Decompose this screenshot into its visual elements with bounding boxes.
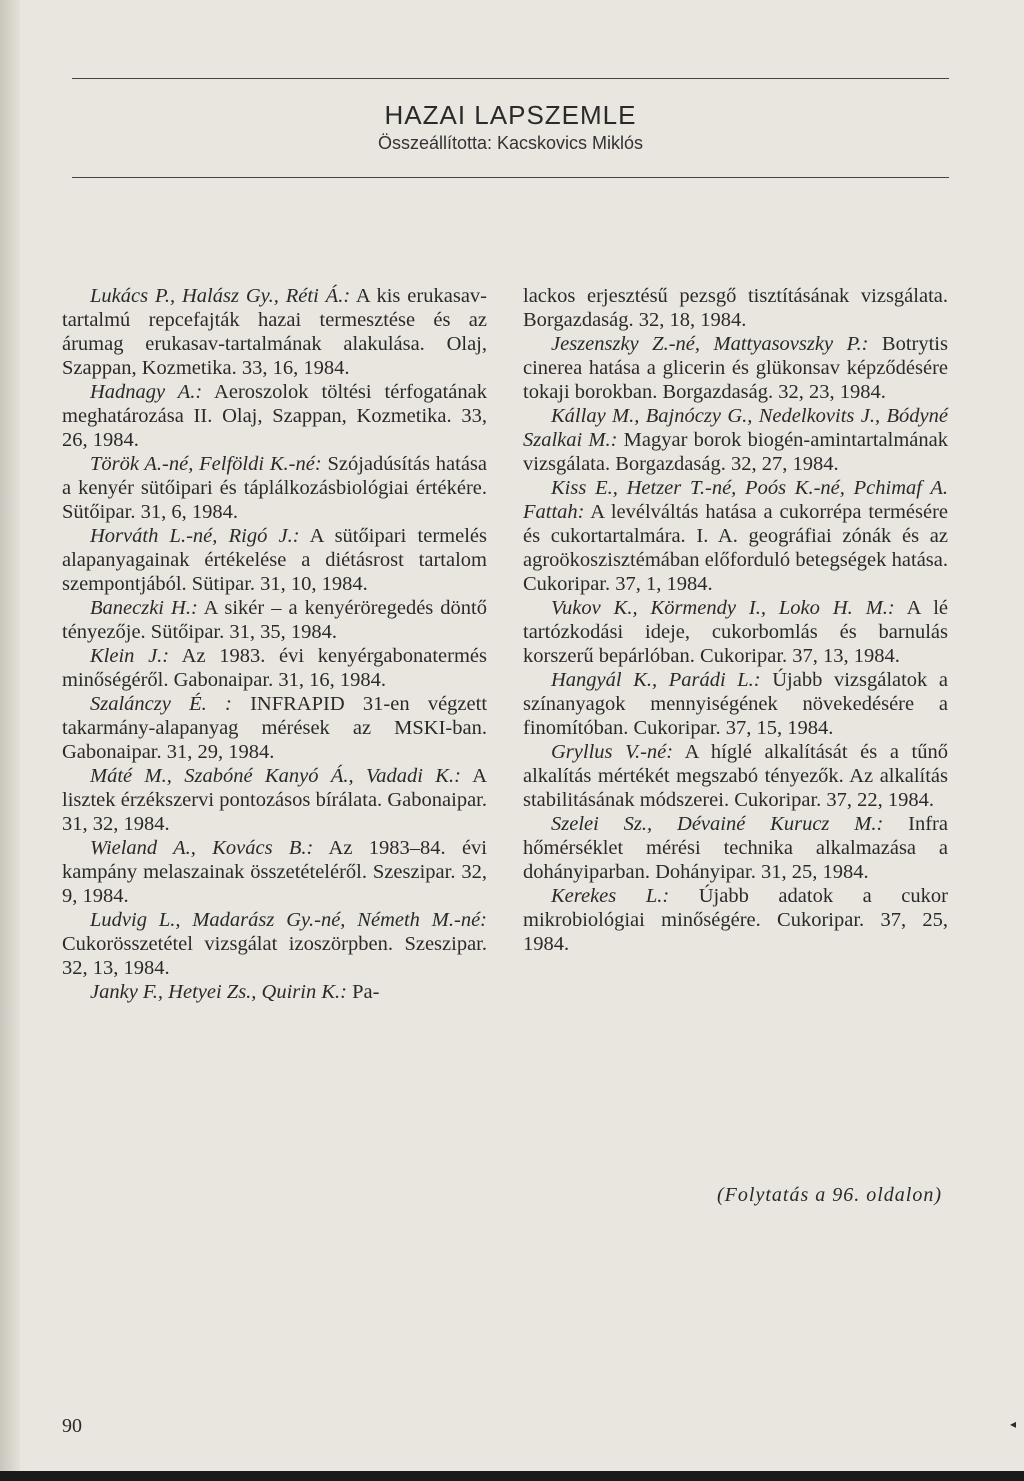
entry-authors: Gryllus V.-né: <box>551 741 674 763</box>
entry-text: A lisztek érzékszervi pontozásos bírálata. Gabonaipar. 31, 32, 1984. <box>62 765 487 835</box>
entry-text: A sikér – a kenyéröregedés döntő tényezője. Sütőipar. 31, 35, 1984. <box>62 597 488 643</box>
entry-authors: Jeszenszky Z.-né, Mattyasovszky P.: <box>551 333 869 355</box>
bibliography-entry <box>523 596 948 668</box>
entry-authors: Janky F., Hetyei Zs., Quirin K.: <box>90 981 347 1003</box>
entry-authors: Kiss E., Hetzer T.-né, Poós K.-né, Pchimaf A. Fattah: <box>523 477 948 523</box>
entry-authors: Klein J.: <box>90 645 170 667</box>
bibliography-entry <box>523 476 948 596</box>
entry-text: Pa- <box>346 981 380 1003</box>
bibliography-entry <box>523 740 948 812</box>
bibliography-entry <box>62 596 487 644</box>
entry-authors: Wieland A., Kovács B.: <box>90 837 314 859</box>
entry-text: Az 1983. évi kenyérgabonatermés minőségéről. Gabonaipar. 31, 16, 1984. <box>62 645 488 691</box>
entry-text: Cukorösszetétel vizsgálat izoszörpben. Szeszipar. 32, 13, 1984. <box>62 933 487 979</box>
entry-authors: Török A.-né, Felföldi K.-né: <box>90 453 322 475</box>
entry-authors: Kerekes L.: <box>551 885 670 907</box>
entry-text: Szójadúsítás hatása a kenyér sütőipari és táplálkozásbiológiai értékére. Sütőipar. 31, 6, 1984. <box>62 453 487 523</box>
corner-mark-icon: ◂ <box>1010 1417 1017 1431</box>
page-number: 90 <box>62 1415 82 1437</box>
entry-text: Aeroszolok töltési térfogatának meghatározása II. Olaj, Szappan, Kozmetika. 33, 26, 1984. <box>62 381 487 451</box>
section-compiler: Összeállította: Kacskovics Miklós <box>377 133 644 153</box>
entry-text: Magyar borok biogén-amintartalmának vizsgálata. Borgazdaság. 32, 27, 1984. <box>523 429 948 475</box>
bibliography-entry <box>62 836 487 908</box>
section-header <box>72 100 949 156</box>
entry-authors: Lukács P., Halász Gy., Réti Á.: <box>90 285 351 307</box>
section-title: HAZAI LAPSZEMLE <box>384 100 637 130</box>
entry-text: Infra hőmérséklet mérési technika alkalmazása a dohányiparban. Dohányipar. 31, 25, 1984. <box>523 813 948 883</box>
entry-authors: Hadnagy A.: <box>90 381 203 403</box>
entry-text: A híglé alkalítását és a tűnő alkalítás mértékét megszabó tényezők. Az alkalítás stabilitásának módszerei. Cukoripar. 37, 22, 1984. <box>523 741 948 811</box>
bibliography-entry <box>62 644 487 692</box>
bibliography-entry <box>62 524 487 596</box>
entry-text: A sütőipari termelés alapanyagainak értékelése a diétásrost tartalom szempontjából. Sütipar. 31, 10, 1984. <box>62 525 487 595</box>
bibliography-entry <box>62 764 487 836</box>
bibliography-entry <box>62 980 487 1004</box>
entry-authors: Ludvig L., Madarász Gy.-né, Németh M.-né: <box>90 909 487 931</box>
bibliography-entry <box>523 404 948 476</box>
book-spine-shadow <box>0 0 20 1481</box>
entry-continuation: lackos erjesztésű pezsgő tisztításának vizsgálata. Borgazdaság. 32, 18, 1984. <box>523 285 948 331</box>
bibliography-entry <box>523 668 948 740</box>
entry-text: Újabb vizsgálatok a színanyagok mennyiségének növekedésére a finomítóban. Cukoripar. 37, 15, 1984. <box>523 669 949 739</box>
entry-text: INFRAPID 31-en végzett takarmány-alapanyag mérések az MSKI-ban. Gabonaipar. 31, 29, 1984. <box>62 693 488 763</box>
entry-authors: Horváth L.-né, Rigó J.: <box>90 525 300 547</box>
entry-authors: Szalánczy É. : <box>90 693 232 715</box>
entry-text: A lé tartózkodási ideje, cukorbomlás és barnulás korszerű bepárlóban. Cukoripar. 37, 13, 1984. <box>523 597 949 667</box>
bibliography-entry <box>62 452 487 524</box>
bibliography-entry <box>523 812 948 884</box>
right-column <box>523 284 948 956</box>
bibliography-entry <box>62 284 487 380</box>
entry-text: A kis erukasav-tartalmú repcefajták hazai termesztése és az árumag erukasav-tartalmának alakulása. Olaj, Szappan, Kozmetika. 33, 16, 1984. <box>62 285 487 379</box>
entry-text: Botrytis cinerea hatása a glicerin és glükonsav képződésére tokaji borokban. Borgazdaság. 32, 23, 1984. <box>523 333 948 403</box>
entry-authors: Szelei Sz., Dévainé Kurucz M.: <box>551 813 884 835</box>
entry-authors: Máté M., Szabóné Kanyó Á., Vadadi K.: <box>90 765 461 787</box>
entry-authors: Kállay M., Bajnóczy G., Nedelkovits J., Bódyné Szalkai M.: <box>523 405 948 451</box>
entry-authors: Vukov K., Körmendy I., Loko H. M.: <box>551 597 895 619</box>
entry-text: Újabb adatok a cukor mikrobiológiai minőségére. Cukoripar. 37, 25, 1984. <box>523 885 948 955</box>
bibliography-entry <box>523 332 948 404</box>
left-column <box>62 284 487 1004</box>
entry-authors: Hangyál K., Parádi L.: <box>551 669 761 691</box>
entry-authors: Baneczki H.: <box>90 597 198 619</box>
entry-text: Az 1983–84. évi kampány melaszainak összetételéről. Szeszipar. 32, 9, 1984. <box>62 837 487 907</box>
bibliography-entry <box>62 908 487 980</box>
bibliography-entry <box>62 380 487 452</box>
page-bottom-edge <box>0 1471 1024 1481</box>
bibliography-entry <box>523 884 948 956</box>
header-top-rule <box>72 78 949 79</box>
entry-text: A levélváltás hatása a cukorrépa termésére és cukortartalmára. I. A. geográfiai zónák és az agroökoszisztémában előforduló betegségek hatása. Cukoripar. 37, 1, 1984. <box>523 501 948 595</box>
header-bottom-rule <box>72 177 949 178</box>
continuation-note: (Folytatás a 96. oldalon) <box>717 1184 942 1206</box>
bibliography-entry <box>62 692 487 764</box>
